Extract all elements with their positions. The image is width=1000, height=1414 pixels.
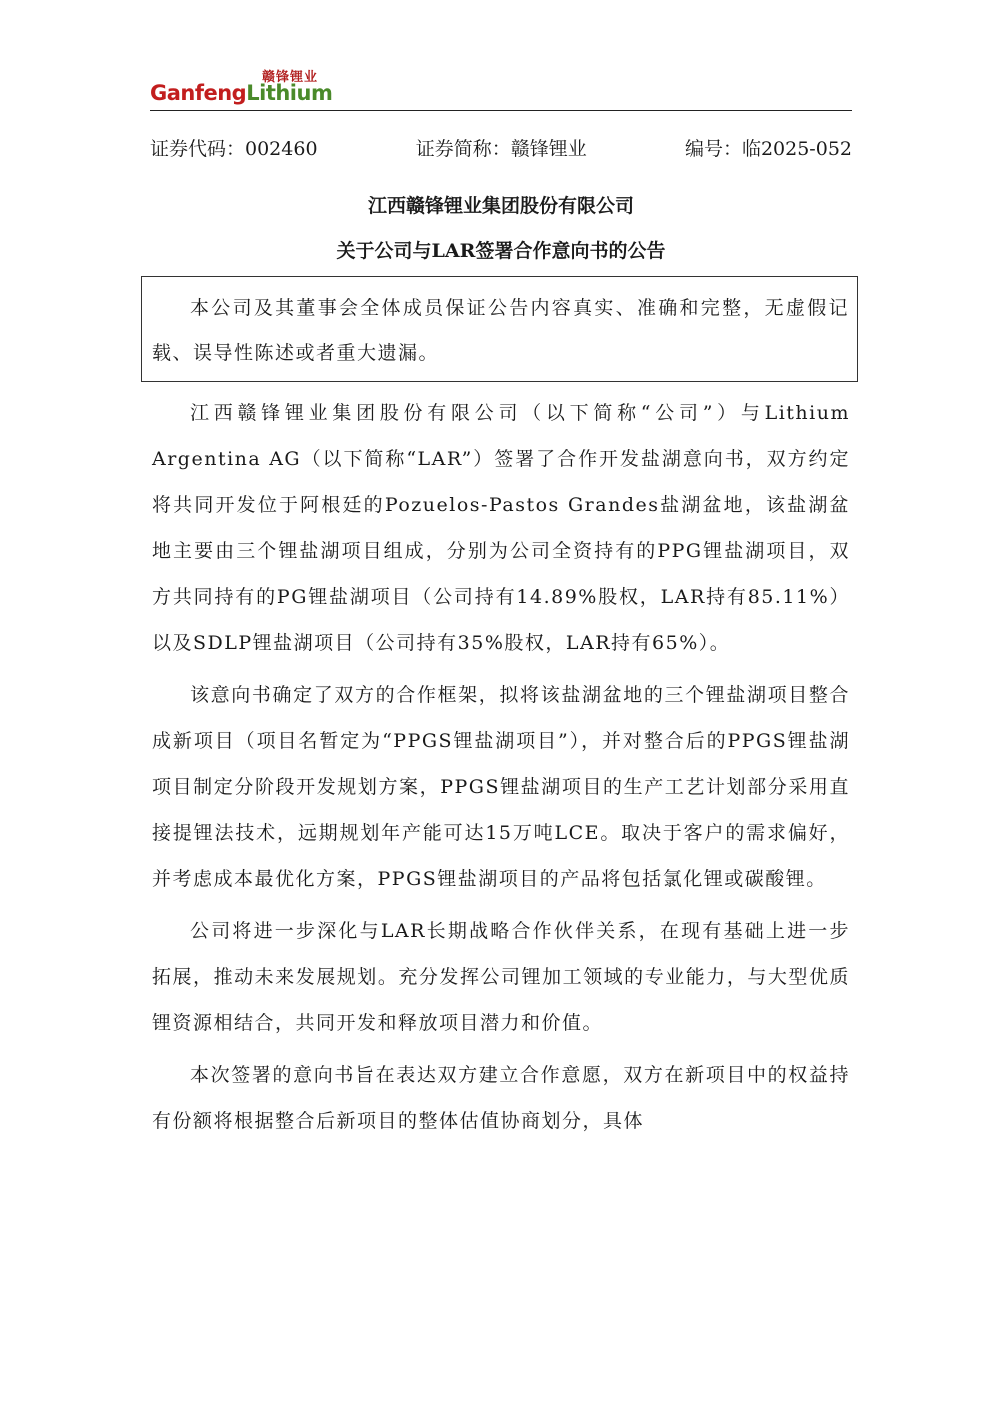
stock-code: 证券代码：002460 — [150, 138, 318, 160]
body-paragraph: 江西赣锋锂业集团股份有限公司（以下简称“公司”）与Lithium Argentina AG（以下简称“LAR”）签署了合作开发盐湖意向书，双方约定将共同开发位于阿根廷的Pozuelos-Pastos Grandes盐湖盆地，该盐湖盆地主要由三个锂盐湖项目组成，分别为公司全资持有的PPG锂盐湖项目，双方共同持有的PG锂盐湖项目（公司持有14.89%股权，LAR持有85.11%）以及SDLP锂盐湖项目（公司持有35%股权，LAR持有65%）。 — [152, 402, 850, 654]
announcement-body — [152, 390, 850, 1150]
logo-lithium-text: Lithium — [246, 81, 333, 105]
header-divider — [150, 110, 852, 111]
body-paragraph: 本次签署的意向书旨在表达双方建立合作意愿，双方在新项目中的权益持有份额将根据整合后新项目的整体估值协商划分，具体 — [152, 1064, 850, 1132]
logo-english-name — [150, 81, 332, 105]
announcement-title: 关于公司与LAR签署合作意向书的公告 — [336, 240, 666, 262]
document-meta — [150, 134, 852, 164]
board-guarantee-notice — [141, 276, 858, 382]
notice-number: 编号：临2025-052 — [684, 138, 852, 160]
company-logo — [150, 66, 350, 106]
company-title: 江西赣锋锂业集团股份有限公司 — [367, 195, 634, 217]
stock-short-name: 证券简称：赣锋锂业 — [415, 138, 587, 160]
body-paragraph: 该意向书确定了双方的合作框架，拟将该盐湖盆地的三个锂盐湖项目整合成新项目（项目名暂定为“PPGS锂盐湖项目”），并对整合后的PPGS锂盐湖项目制定分阶段开发规划方案，PPGS锂盐湖项目的生产工艺计划部分采用直接提锂法技术，远期规划年产能可达15万吨LCE。取决于客户的需求偏好，并考虑成本最优化方案，PPGS锂盐湖项目的产品将包括氯化锂或碳酸锂。 — [152, 684, 850, 890]
logo-ganfeng-text: Ganfeng — [150, 81, 247, 105]
notice-text: 本公司及其董事会全体成员保证公告内容真实、准确和完整，无虚假记载、误导性陈述或者重大遗漏。 — [152, 297, 849, 364]
body-paragraph: 公司将进一步深化与LAR长期战略合作伙伴关系，在现有基础上进一步拓展，推动未来发展规划。充分发挥公司锂加工领域的专业能力，与大型优质锂资源相结合，共同开发和释放项目潜力和价值。 — [152, 920, 850, 1034]
logo-chinese-name: 赣锋锂业 — [262, 70, 319, 85]
